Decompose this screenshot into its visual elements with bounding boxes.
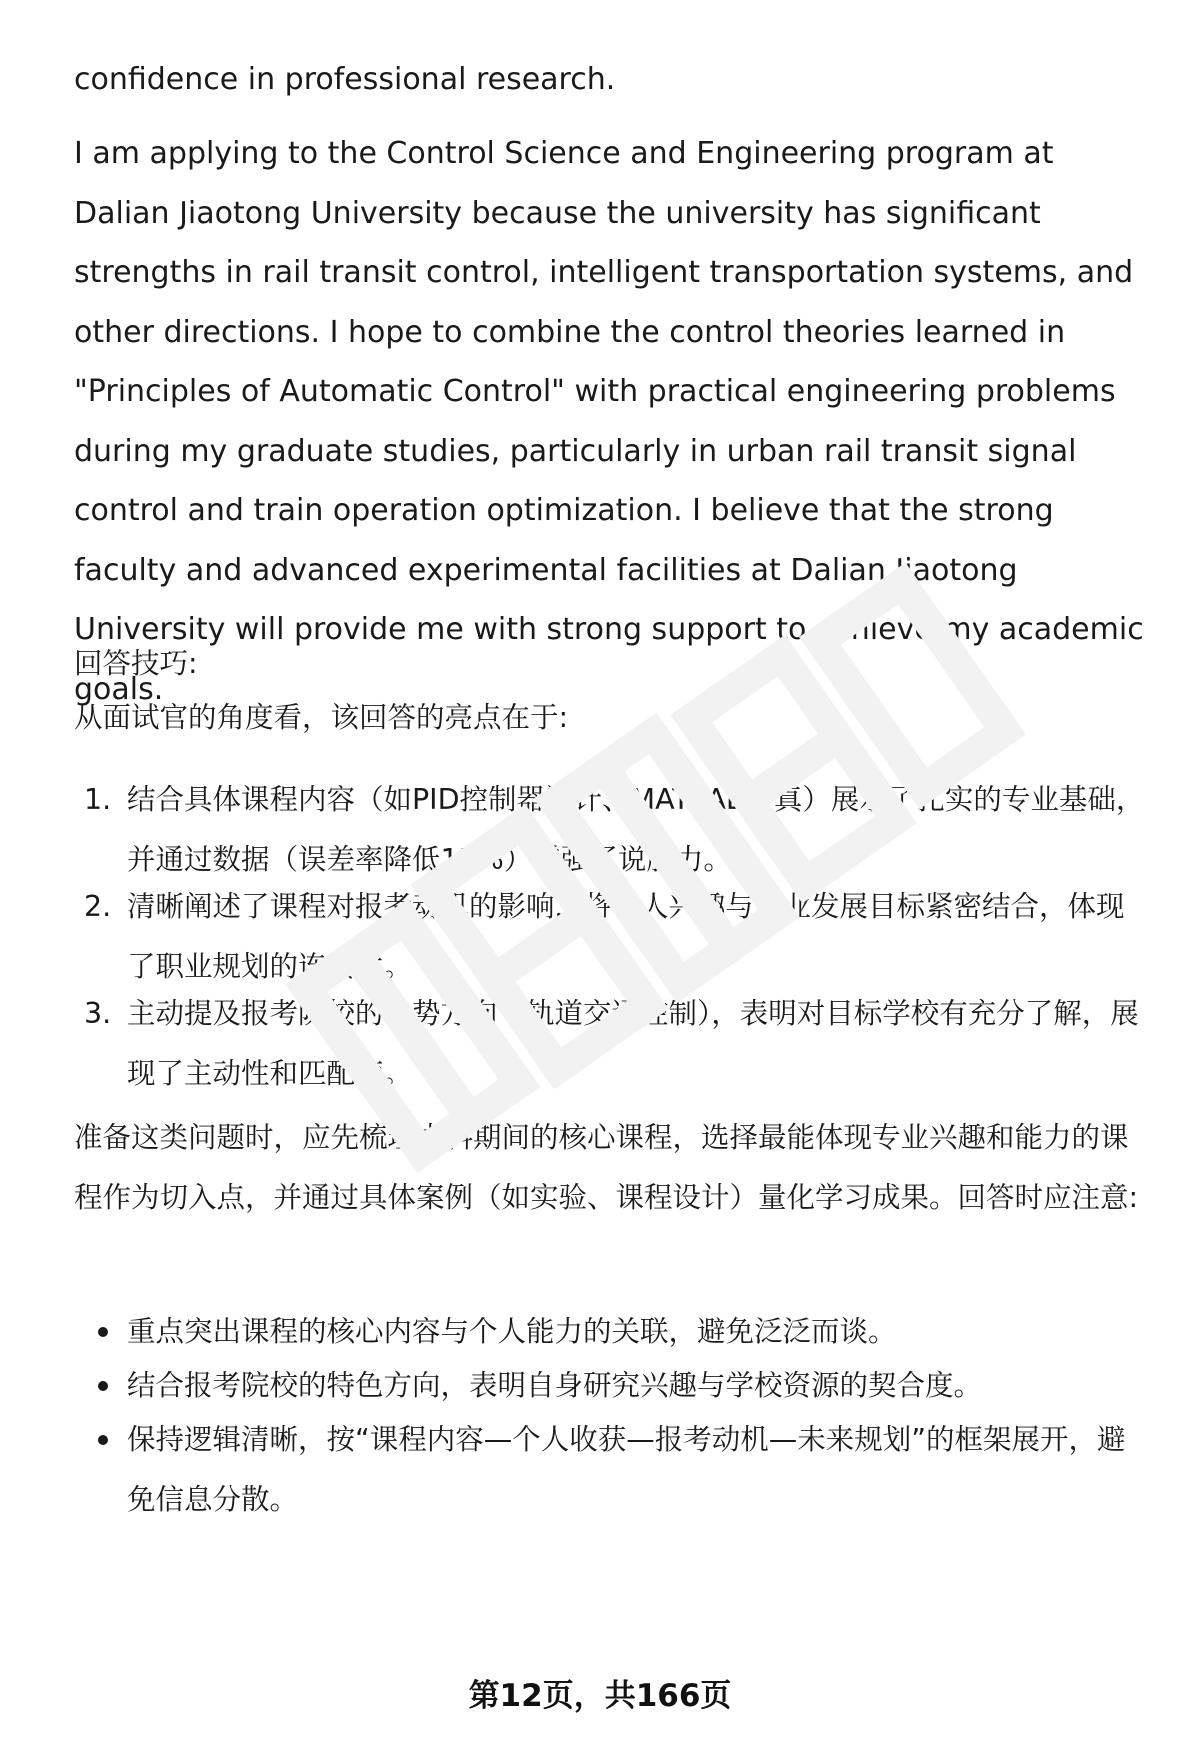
bullet-icon xyxy=(98,1327,108,1337)
note-text: 保持逻辑清晰，按“课程内容—个人收获—报考动机—未来规划”的框架展开，避免信息分散。 xyxy=(127,1423,1126,1516)
page-footer: 第12页，共166页 xyxy=(468,1678,732,1714)
paragraph-preparation: 准备这类问题时，应先梳理本科期间的核心课程，选择最能体现专业兴趣和能力的课程作为切入点，并通过具体案例（如实验、课程设计）量化学习成果。回答时应注意: xyxy=(74,1121,1139,1214)
highlight-text: 清晰阐述了课程对报考动机的影响，将个人兴趣与专业发展目标紧密结合，体现了职业规划的连贯性。 xyxy=(127,890,1125,983)
bullet-icon xyxy=(98,1381,108,1391)
tips-heading: 回答技巧: xyxy=(74,647,198,680)
list-number: 1. xyxy=(84,783,112,816)
paragraph-continuation: confidence in professional research. xyxy=(74,62,616,97)
note-item-3 xyxy=(74,1410,1146,1529)
list-number: 3. xyxy=(84,997,112,1030)
note-text: 重点突出课程的核心内容与个人能力的关联，避免泛泛而谈。 xyxy=(127,1315,897,1348)
highlight-item-1 xyxy=(74,770,1146,889)
bullet-icon xyxy=(98,1435,108,1445)
highlight-item-2 xyxy=(74,877,1146,996)
tips-intro: 从面试官的角度看，该回答的亮点在于: xyxy=(74,701,569,734)
highlight-item-3 xyxy=(74,984,1146,1103)
note-item-1 xyxy=(74,1302,1146,1362)
note-item-2 xyxy=(74,1356,1146,1416)
note-text: 结合报考院校的特色方向，表明自身研究兴趣与学校资源的契合度。 xyxy=(127,1369,983,1402)
highlight-text: 结合具体课程内容（如PID控制器设计、MATLAB仿真）展示了扎实的专业基础，并通过数据（误差率降低15%）增强了说服力。 xyxy=(127,783,1145,876)
list-number: 2. xyxy=(84,890,112,923)
highlight-text: 主动提及报考院校的优势方向（轨道交通控制），表明对目标学校有充分了解，展现了主动性和匹配度。 xyxy=(127,997,1139,1090)
paragraph-motivation: I am applying to the Control Science and Engineering program at Dalian Jiaotong University because the university has significant strengths in rail transit control, intelligent transportation systems, and other directions. I hope to combine the control theories learned in "Principles of Automatic Control" with practical engineering problems during my graduate studies, particularly in urban rail transit signal control and train operation optimization. I believe that the strong faculty and advanced experimental facilities at Dalian Jiaotong University will provide me with strong support to achieve my academic goals. xyxy=(74,136,1144,707)
